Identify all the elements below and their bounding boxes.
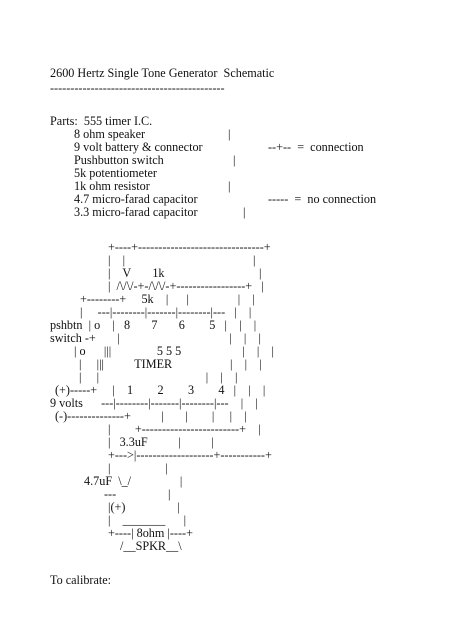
schematic-line: 9 volts ---|--------|-------|--------|--- | |: [50, 396, 258, 410]
schematic-line: switch -+ | | | |: [50, 331, 261, 345]
part-item: Pushbutton switch: [74, 153, 164, 167]
part-item: 3.3 micro-farad capacitor: [74, 205, 198, 219]
schematic-line: /__SPKR__\: [120, 539, 182, 553]
legend-no-connection: ----- = no connection: [268, 192, 377, 206]
part-item: 8 ohm speaker: [74, 127, 146, 141]
legend-mark: |: [233, 153, 236, 167]
part-item: 5k potentiometer: [74, 166, 157, 180]
schematic-line: +--->|-------------------+-----------+: [108, 448, 272, 462]
schematic-line: | 3.3uF | |: [108, 435, 214, 449]
legend-mark: |: [243, 205, 246, 219]
legend-mark: |: [228, 127, 231, 141]
schematic-line: | _______ |: [108, 513, 187, 527]
schematic-line: | |: [108, 461, 168, 475]
schematic-line: | /\/\/-+-/\/\/-+-----------------+ |: [108, 279, 264, 293]
schematic-line: (-)--------------+ | | | | |: [55, 409, 247, 423]
schematic-line: (+)-----+ | 1 2 3 4 | | |: [55, 383, 266, 397]
legend-mark: |: [228, 179, 231, 193]
schematic-line: | V 1k |: [108, 266, 262, 280]
calibrate-heading: To calibrate:: [50, 573, 112, 587]
schematic-line: --- |: [104, 487, 171, 501]
legend-connection: --+-- = connection: [268, 140, 364, 154]
schematic-line: | ---|--------|-------|--------|--- | |: [80, 305, 252, 319]
parts-header: Parts: 555 timer I.C.: [50, 114, 153, 128]
schematic-line: | | | | |: [79, 370, 238, 384]
schematic-line: |(+) |: [108, 500, 180, 514]
schematic-line: | ||| TIMER | | |: [79, 357, 262, 371]
schematic-line: 4.7uF \_/ |: [84, 474, 183, 488]
part-item: 9 volt battery & connector: [74, 140, 203, 154]
title-underline: -------------------------------------------: [50, 81, 225, 95]
schematic-line: +----| 8ohm |----+: [108, 526, 193, 540]
schematic-line: | | |: [108, 253, 256, 267]
schematic-line: | o ||| 5 5 5 | | |: [74, 344, 274, 358]
schematic-line: +--------+ 5k | | | |: [80, 292, 255, 306]
part-item: 1k ohm resistor: [74, 179, 150, 193]
schematic-line: +----+-------------------------------+: [108, 240, 271, 254]
document-title: 2600 Hertz Single Tone Generator Schematic: [50, 66, 275, 80]
part-item: 4.7 micro-farad capacitor: [74, 192, 198, 206]
schematic-line: pshbtn | o | 8 7 6 5 | | |: [50, 318, 257, 332]
schematic-line: | +------------------------+ |: [108, 422, 261, 436]
